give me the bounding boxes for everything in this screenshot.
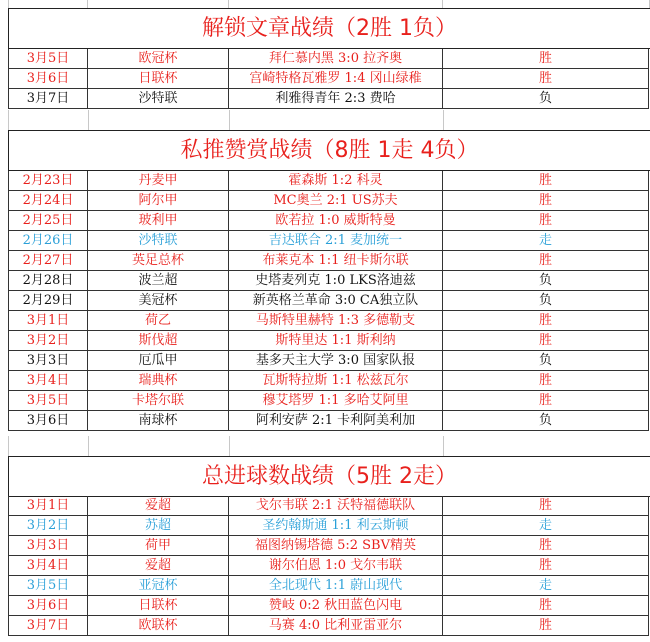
result-cell: 负: [442, 89, 649, 109]
league-cell: 卡塔尔联: [87, 391, 228, 411]
date-cell: 3月1日: [8, 311, 87, 331]
date-cell: 3月5日: [8, 576, 87, 596]
league-cell: 丹麦甲: [87, 171, 228, 191]
spacer-row: [8, 110, 650, 130]
sheet-top-gridlines: [0, 0, 650, 8]
date-cell: 3月6日: [8, 411, 87, 431]
result-cell: 胜: [442, 69, 649, 89]
date-cell: 2月28日: [8, 271, 87, 291]
date-cell: 3月6日: [8, 69, 87, 89]
match-cell: 瓦斯特拉斯 1:1 松兹瓦尔: [228, 371, 442, 391]
result-cell: 胜: [442, 211, 649, 231]
match-cell: 拜仁慕内黑 3:0 拉齐奥: [228, 49, 442, 69]
table-row: [8, 616, 650, 636]
result-cell: 负: [442, 351, 649, 371]
result-cell: 负: [442, 271, 649, 291]
league-cell: 波兰超: [87, 271, 228, 291]
table-row: [8, 171, 650, 191]
league-cell: 欧联杯: [87, 616, 228, 636]
result-cell: 胜: [442, 536, 649, 556]
table-row: [8, 231, 650, 251]
result-cell: 胜: [442, 596, 649, 616]
table-row: [8, 576, 650, 596]
date-cell: 3月7日: [8, 89, 87, 109]
date-cell: 3月4日: [8, 371, 87, 391]
match-cell: 马赛 4:0 比利亚雷亚尔: [228, 616, 442, 636]
match-cell: 布莱克本 1:1 纽卡斯尔联: [228, 251, 442, 271]
league-cell: 日联杯: [87, 596, 228, 616]
table-row: [8, 596, 650, 616]
section-title: 私推赞赏战绩（8胜 1走 4负）: [8, 130, 650, 171]
date-cell: 3月5日: [8, 49, 87, 69]
date-cell: 3月3日: [8, 351, 87, 371]
table-row: [8, 191, 650, 211]
result-cell: 走: [442, 576, 649, 596]
league-cell: 沙特联: [87, 89, 228, 109]
table-row: [8, 331, 650, 351]
match-cell: 赞岐 0:2 秋田蓝色闪电: [228, 596, 442, 616]
date-cell: 2月27日: [8, 251, 87, 271]
table-row: [8, 291, 650, 311]
league-cell: 瑞典杯: [87, 371, 228, 391]
league-cell: 苏超: [87, 516, 228, 536]
match-cell: 吉达联合 2:1 麦加统一: [228, 231, 442, 251]
match-cell: 宫崎特格瓦雅罗 1:4 冈山绿稚: [228, 69, 442, 89]
date-cell: 3月7日: [8, 616, 87, 636]
league-cell: 玻利甲: [87, 211, 228, 231]
table-row: [8, 351, 650, 371]
date-cell: 2月26日: [8, 231, 87, 251]
match-cell: 欧若拉 1:0 威斯特曼: [228, 211, 442, 231]
match-cell: 新英格兰革命 3:0 CA独立队: [228, 291, 442, 311]
league-cell: 斯伐超: [87, 331, 228, 351]
section-title: 解锁文章战绩（2胜 1负）: [8, 8, 650, 49]
league-cell: 亚冠杯: [87, 576, 228, 596]
match-cell: 霍森斯 1:2 科灵: [228, 171, 442, 191]
league-cell: 荷甲: [87, 536, 228, 556]
match-cell: 戈尔韦联 2:1 沃特福德联队: [228, 496, 442, 516]
match-cell: 基多天主大学 3:0 国家队报: [228, 351, 442, 371]
table-row: [8, 49, 650, 69]
table-row: [8, 516, 650, 536]
match-cell: 福图纳锡塔德 5:2 SBV精英: [228, 536, 442, 556]
result-cell: 胜: [442, 496, 649, 516]
spacer-row: [8, 436, 650, 456]
table-row: [8, 211, 650, 231]
match-cell: 穆艾塔罗 1:1 多哈艾阿里: [228, 391, 442, 411]
table-row: [8, 556, 650, 576]
date-cell: 3月4日: [8, 556, 87, 576]
result-cell: 胜: [442, 391, 649, 411]
result-cell: 负: [442, 411, 649, 431]
league-cell: 阿尔甲: [87, 191, 228, 211]
table-row: [8, 69, 650, 89]
result-cell: 胜: [442, 556, 649, 576]
result-cell: 走: [442, 231, 649, 251]
result-cell: 胜: [442, 331, 649, 351]
league-cell: 南球杯: [87, 411, 228, 431]
league-cell: 厄瓜甲: [87, 351, 228, 371]
match-cell: MC奥兰 2:1 US苏夫: [228, 191, 442, 211]
date-cell: 2月25日: [8, 211, 87, 231]
date-cell: 3月2日: [8, 331, 87, 351]
match-cell: 马斯特里赫特 1:3 多德勒支: [228, 311, 442, 331]
match-cell: 圣约翰斯通 1:1 利云斯顿: [228, 516, 442, 536]
league-cell: 荷乙: [87, 311, 228, 331]
table-row: [8, 411, 650, 431]
league-cell: 沙特联: [87, 231, 228, 251]
section-title: 总进球数战绩（5胜 2走）: [8, 456, 650, 497]
table-row: [8, 311, 650, 331]
match-cell: 全北现代 1:1 蔚山现代: [228, 576, 442, 596]
match-cell: 利雅得青年 2:3 费哈: [228, 89, 442, 109]
result-cell: 负: [442, 291, 649, 311]
date-cell: 3月1日: [8, 496, 87, 516]
result-cell: 胜: [442, 171, 649, 191]
date-cell: 2月24日: [8, 191, 87, 211]
result-cell: 走: [442, 516, 649, 536]
table-row: [8, 271, 650, 291]
result-cell: 胜: [442, 191, 649, 211]
date-cell: 3月3日: [8, 536, 87, 556]
table-row: [8, 89, 650, 109]
result-cell: 胜: [442, 49, 649, 69]
date-cell: 2月23日: [8, 171, 87, 191]
date-cell: 3月6日: [8, 596, 87, 616]
match-cell: 史塔麦列克 1:0 LKS洛迪兹: [228, 271, 442, 291]
result-cell: 胜: [442, 311, 649, 331]
match-cell: 斯特里达 1:1 斯利纳: [228, 331, 442, 351]
table-row: [8, 536, 650, 556]
table-row: [8, 251, 650, 271]
league-cell: 英足总杯: [87, 251, 228, 271]
league-cell: 爱超: [87, 556, 228, 576]
result-cell: 胜: [442, 251, 649, 271]
league-cell: 日联杯: [87, 69, 228, 89]
league-cell: 美冠杯: [87, 291, 228, 311]
date-cell: 2月29日: [8, 291, 87, 311]
date-cell: 3月2日: [8, 516, 87, 536]
result-cell: 胜: [442, 371, 649, 391]
league-cell: 欧冠杯: [87, 49, 228, 69]
match-cell: 谢尔伯恩 1:0 戈尔韦联: [228, 556, 442, 576]
table-row: [8, 371, 650, 391]
table-row: [8, 391, 650, 411]
match-cell: 阿利安萨 2:1 卡利阿美利加: [228, 411, 442, 431]
result-cell: 胜: [442, 616, 649, 636]
table-row: [8, 496, 650, 516]
league-cell: 爱超: [87, 496, 228, 516]
date-cell: 3月5日: [8, 391, 87, 411]
